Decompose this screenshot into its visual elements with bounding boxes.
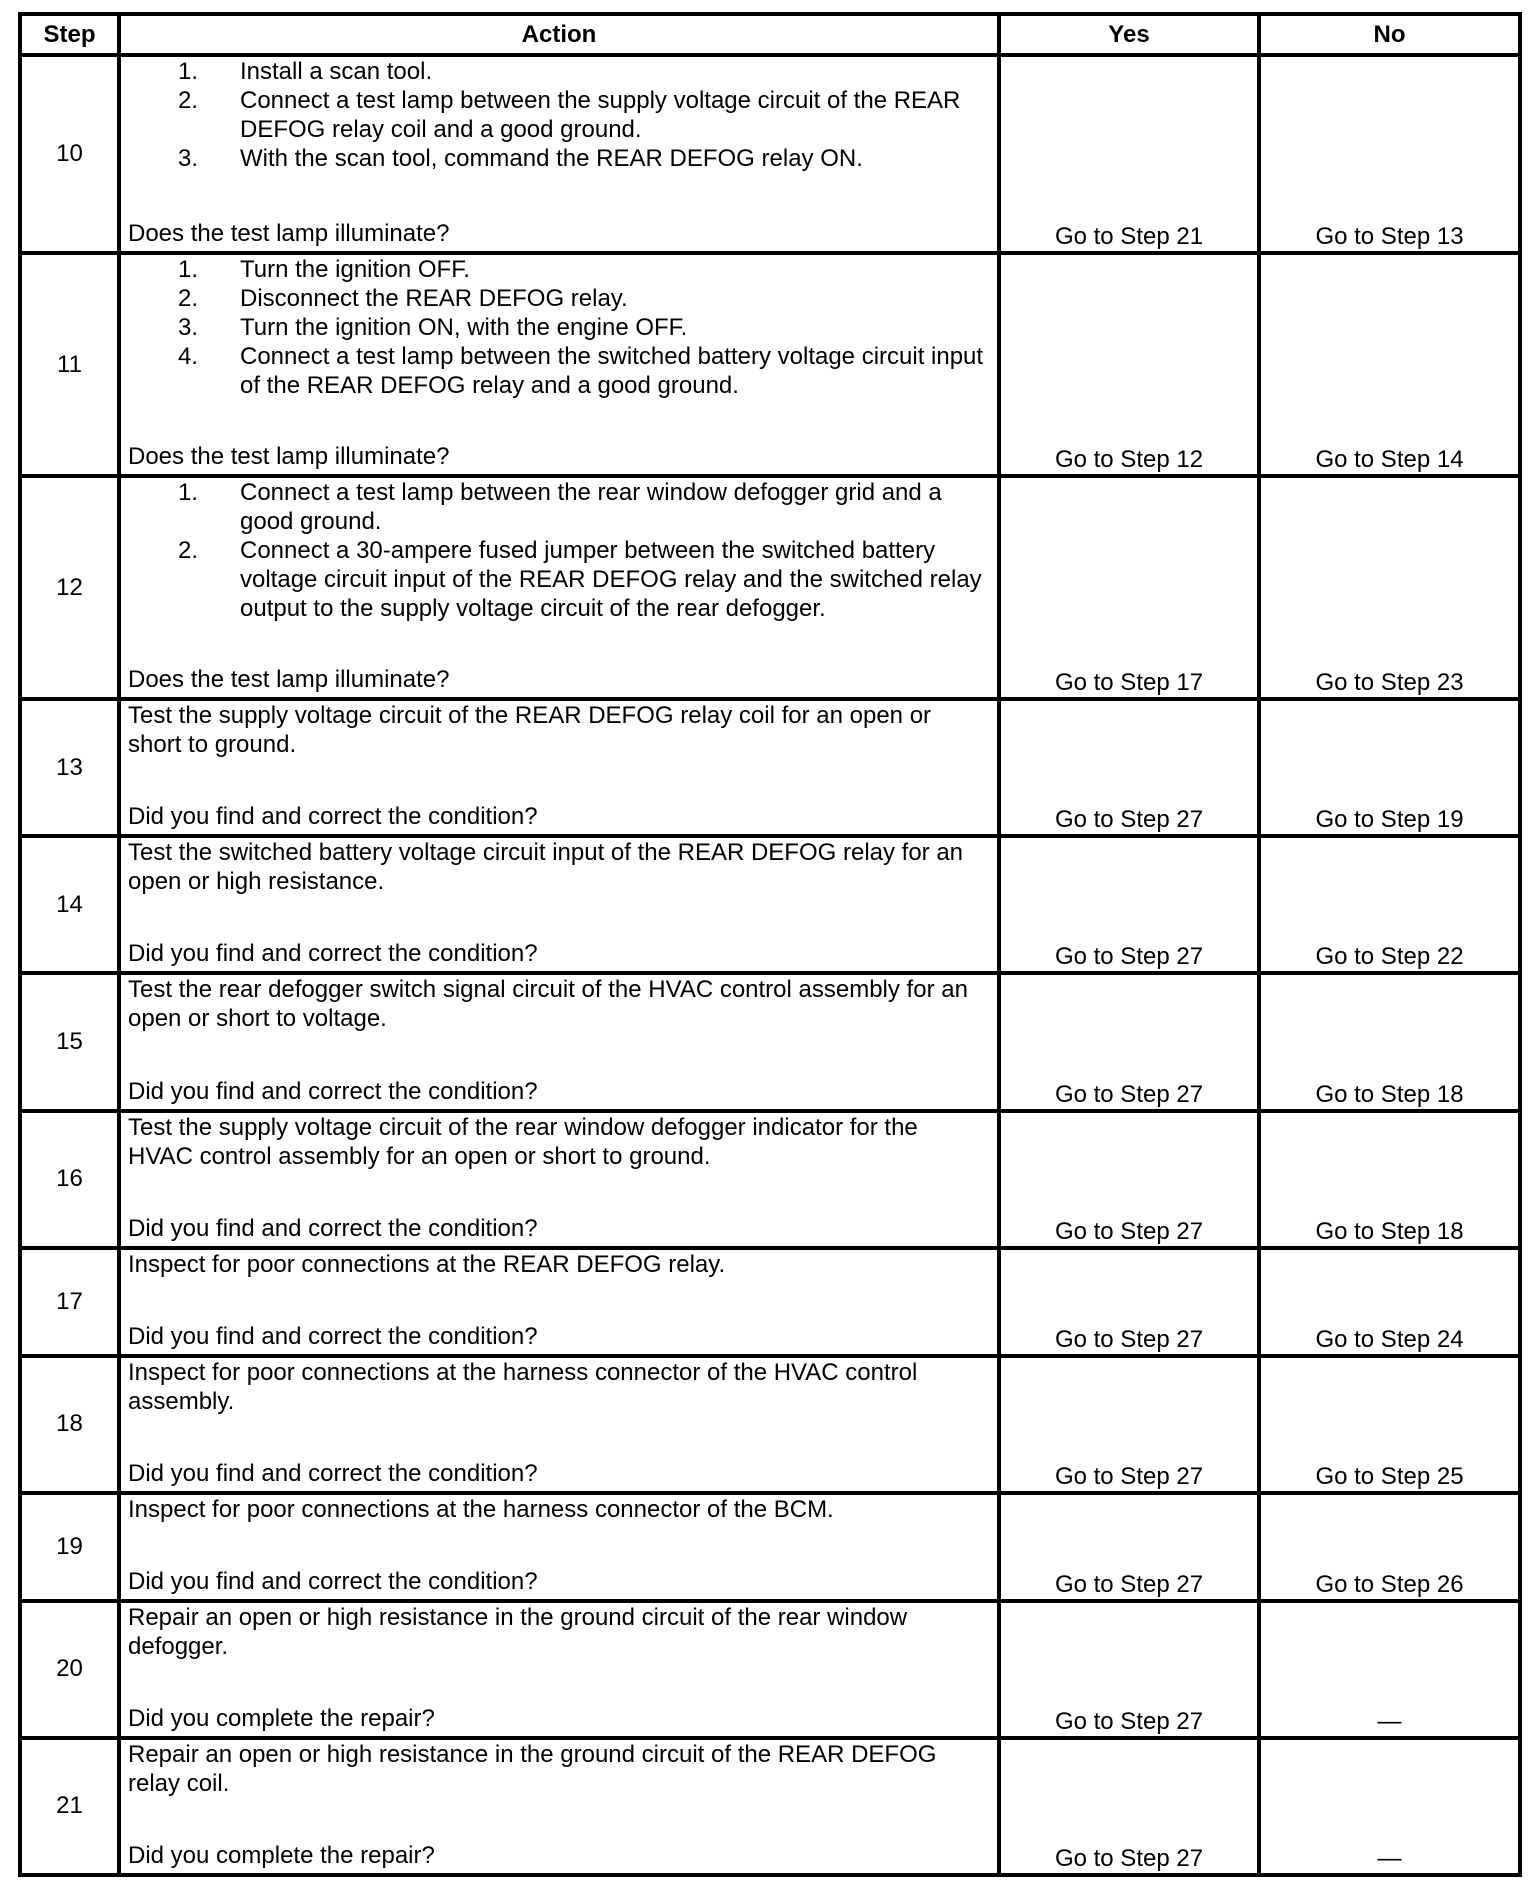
action-text: Test the supply voltage circuit of the rear window defogger indicator for the HVAC control assembly for an open or short to ground. bbox=[128, 1113, 918, 1170]
action-cell bbox=[119, 55, 999, 253]
action-cell bbox=[119, 1601, 999, 1738]
action-steps-list bbox=[128, 255, 985, 400]
yes-result: Go to Step 27 bbox=[999, 1738, 1259, 1875]
header-step: Step bbox=[20, 14, 119, 55]
yes-result: Go to Step 27 bbox=[999, 1356, 1259, 1493]
step-number: 17 bbox=[20, 1248, 119, 1356]
action-step-number: 2. bbox=[178, 537, 199, 565]
action-step-item bbox=[128, 342, 985, 400]
no-result: Go to Step 14 bbox=[1259, 253, 1520, 476]
action-question: Does the test lamp illuminate? bbox=[128, 666, 450, 694]
action-cell bbox=[119, 1111, 999, 1248]
action-step-number: 4. bbox=[178, 343, 199, 371]
step-number: 21 bbox=[20, 1738, 119, 1875]
action-text: Inspect for poor connections at the harness connector of the BCM. bbox=[128, 1495, 834, 1523]
yes-result: Go to Step 27 bbox=[999, 1111, 1259, 1248]
yes-result: Go to Step 21 bbox=[999, 55, 1259, 253]
action-text: Test the supply voltage circuit of the REAR DEFOG relay coil for an open or short to ground. bbox=[128, 702, 932, 759]
action-step-text: Connect a test lamp between the switched battery voltage circuit input of the REAR DEFOG relay and a good ground. bbox=[240, 343, 984, 400]
action-question: Did you complete the repair? bbox=[128, 1842, 435, 1869]
action-step-item bbox=[128, 144, 985, 173]
no-result: Go to Step 23 bbox=[1259, 476, 1520, 699]
table-row bbox=[20, 253, 1520, 476]
table-row bbox=[20, 973, 1520, 1110]
no-result: Go to Step 26 bbox=[1259, 1493, 1520, 1601]
action-step-text: Disconnect the REAR DEFOG relay. bbox=[240, 285, 628, 313]
header-no: No bbox=[1259, 14, 1520, 55]
header-action: Action bbox=[119, 14, 999, 55]
table-body bbox=[20, 55, 1520, 1875]
yes-result: Go to Step 27 bbox=[999, 1248, 1259, 1356]
action-text: Repair an open or high resistance in the ground circuit of the rear window defogger. bbox=[128, 1603, 908, 1660]
action-step-text: With the scan tool, command the REAR DEFOG relay ON. bbox=[240, 145, 863, 172]
action-text: Test the switched battery voltage circuit input of the REAR DEFOG relay for an open or high resistance. bbox=[128, 839, 964, 896]
no-result: Go to Step 22 bbox=[1259, 836, 1520, 973]
step-number: 13 bbox=[20, 699, 119, 836]
action-question: Did you find and correct the condition? bbox=[128, 1214, 538, 1242]
action-cell bbox=[119, 1493, 999, 1601]
action-step-number: 2. bbox=[178, 285, 199, 313]
step-number: 20 bbox=[20, 1601, 119, 1738]
yes-result: Go to Step 27 bbox=[999, 836, 1259, 973]
yes-result: Go to Step 27 bbox=[999, 1493, 1259, 1601]
header-yes: Yes bbox=[999, 14, 1259, 55]
table-row bbox=[20, 1493, 1520, 1601]
action-cell bbox=[119, 476, 999, 699]
action-question: Did you find and correct the condition? bbox=[128, 1567, 538, 1595]
step-number: 16 bbox=[20, 1111, 119, 1248]
step-number: 18 bbox=[20, 1356, 119, 1493]
action-step-number: 3. bbox=[178, 314, 199, 342]
table-row bbox=[20, 1111, 1520, 1248]
action-question: Did you find and correct the condition? bbox=[128, 803, 538, 831]
step-number: 10 bbox=[20, 55, 119, 253]
action-step-item bbox=[128, 284, 985, 313]
action-cell bbox=[119, 836, 999, 973]
action-text: Inspect for poor connections at the harness connector of the HVAC control assembly. bbox=[128, 1358, 918, 1415]
action-step-item bbox=[128, 536, 985, 623]
header-row bbox=[20, 14, 1520, 55]
action-step-text: Turn the ignition OFF. bbox=[240, 256, 470, 284]
no-result: Go to Step 18 bbox=[1259, 973, 1520, 1110]
action-question: Does the test lamp illuminate? bbox=[128, 220, 450, 248]
action-step-number: 2. bbox=[178, 87, 199, 114]
action-step-text: Connect a 30-ampere fused jumper between the switched battery voltage circuit input of the REAR DEFOG relay and the switched relay output to the supply voltage circuit of the rear defogger. bbox=[240, 537, 982, 623]
action-text: Repair an open or high resistance in the ground circuit of the REAR DEFOG relay coil. bbox=[128, 1740, 937, 1797]
step-number: 15 bbox=[20, 973, 119, 1110]
table-row bbox=[20, 476, 1520, 699]
action-cell bbox=[119, 1356, 999, 1493]
action-step-item bbox=[128, 57, 985, 86]
action-question: Did you find and correct the condition? bbox=[128, 1077, 538, 1105]
no-result: Go to Step 13 bbox=[1259, 55, 1520, 253]
table-row bbox=[20, 1738, 1520, 1875]
table-row bbox=[20, 1601, 1520, 1738]
action-question: Did you find and correct the condition? bbox=[128, 940, 538, 968]
action-step-item bbox=[128, 86, 985, 144]
yes-result: Go to Step 12 bbox=[999, 253, 1259, 476]
action-question: Does the test lamp illuminate? bbox=[128, 443, 450, 471]
no-result: Go to Step 25 bbox=[1259, 1356, 1520, 1493]
diagnostic-table bbox=[18, 12, 1522, 1877]
table-row bbox=[20, 55, 1520, 253]
table-row bbox=[20, 1248, 1520, 1356]
action-step-item bbox=[128, 255, 985, 284]
action-step-number: 1. bbox=[178, 479, 199, 507]
step-number: 19 bbox=[20, 1493, 119, 1601]
no-result: Go to Step 18 bbox=[1259, 1111, 1520, 1248]
action-cell bbox=[119, 1248, 999, 1356]
yes-result: Go to Step 27 bbox=[999, 699, 1259, 836]
yes-result: Go to Step 17 bbox=[999, 476, 1259, 699]
action-question: Did you find and correct the condition? bbox=[128, 1459, 538, 1487]
action-step-number: 3. bbox=[178, 145, 199, 172]
action-step-item bbox=[128, 313, 985, 342]
action-step-number: 1. bbox=[178, 58, 199, 85]
action-cell bbox=[119, 699, 999, 836]
action-text: Inspect for poor connections at the REAR DEFOG relay. bbox=[128, 1250, 726, 1278]
action-question: Did you find and correct the condition? bbox=[128, 1322, 538, 1350]
action-step-text: Turn the ignition ON, with the engine OFF. bbox=[240, 314, 688, 342]
action-step-item bbox=[128, 478, 985, 536]
action-step-number: 1. bbox=[178, 256, 199, 284]
action-cell bbox=[119, 973, 999, 1110]
action-text: Test the rear defogger switch signal circuit of the HVAC control assembly for an open or short to voltage. bbox=[128, 976, 968, 1033]
yes-result: Go to Step 27 bbox=[999, 973, 1259, 1110]
action-step-text: Install a scan tool. bbox=[240, 58, 433, 85]
step-number: 11 bbox=[20, 253, 119, 476]
action-cell bbox=[119, 253, 999, 476]
action-step-text: Connect a test lamp between the supply voltage circuit of the REAR DEFOG relay coil and a good ground. bbox=[240, 87, 961, 143]
no-result: Go to Step 24 bbox=[1259, 1248, 1520, 1356]
no-result: Go to Step 19 bbox=[1259, 699, 1520, 836]
action-step-text: Connect a test lamp between the rear window defogger grid and a good ground. bbox=[240, 479, 942, 536]
table-row bbox=[20, 836, 1520, 973]
no-result: — bbox=[1259, 1738, 1520, 1875]
step-number: 14 bbox=[20, 836, 119, 973]
action-cell bbox=[119, 1738, 999, 1875]
action-steps-list bbox=[128, 57, 985, 173]
action-question: Did you complete the repair? bbox=[128, 1704, 435, 1732]
step-number: 12 bbox=[20, 476, 119, 699]
no-result: — bbox=[1259, 1601, 1520, 1738]
table-row bbox=[20, 699, 1520, 836]
table-row bbox=[20, 1356, 1520, 1493]
yes-result: Go to Step 27 bbox=[999, 1601, 1259, 1738]
action-steps-list bbox=[128, 478, 985, 623]
